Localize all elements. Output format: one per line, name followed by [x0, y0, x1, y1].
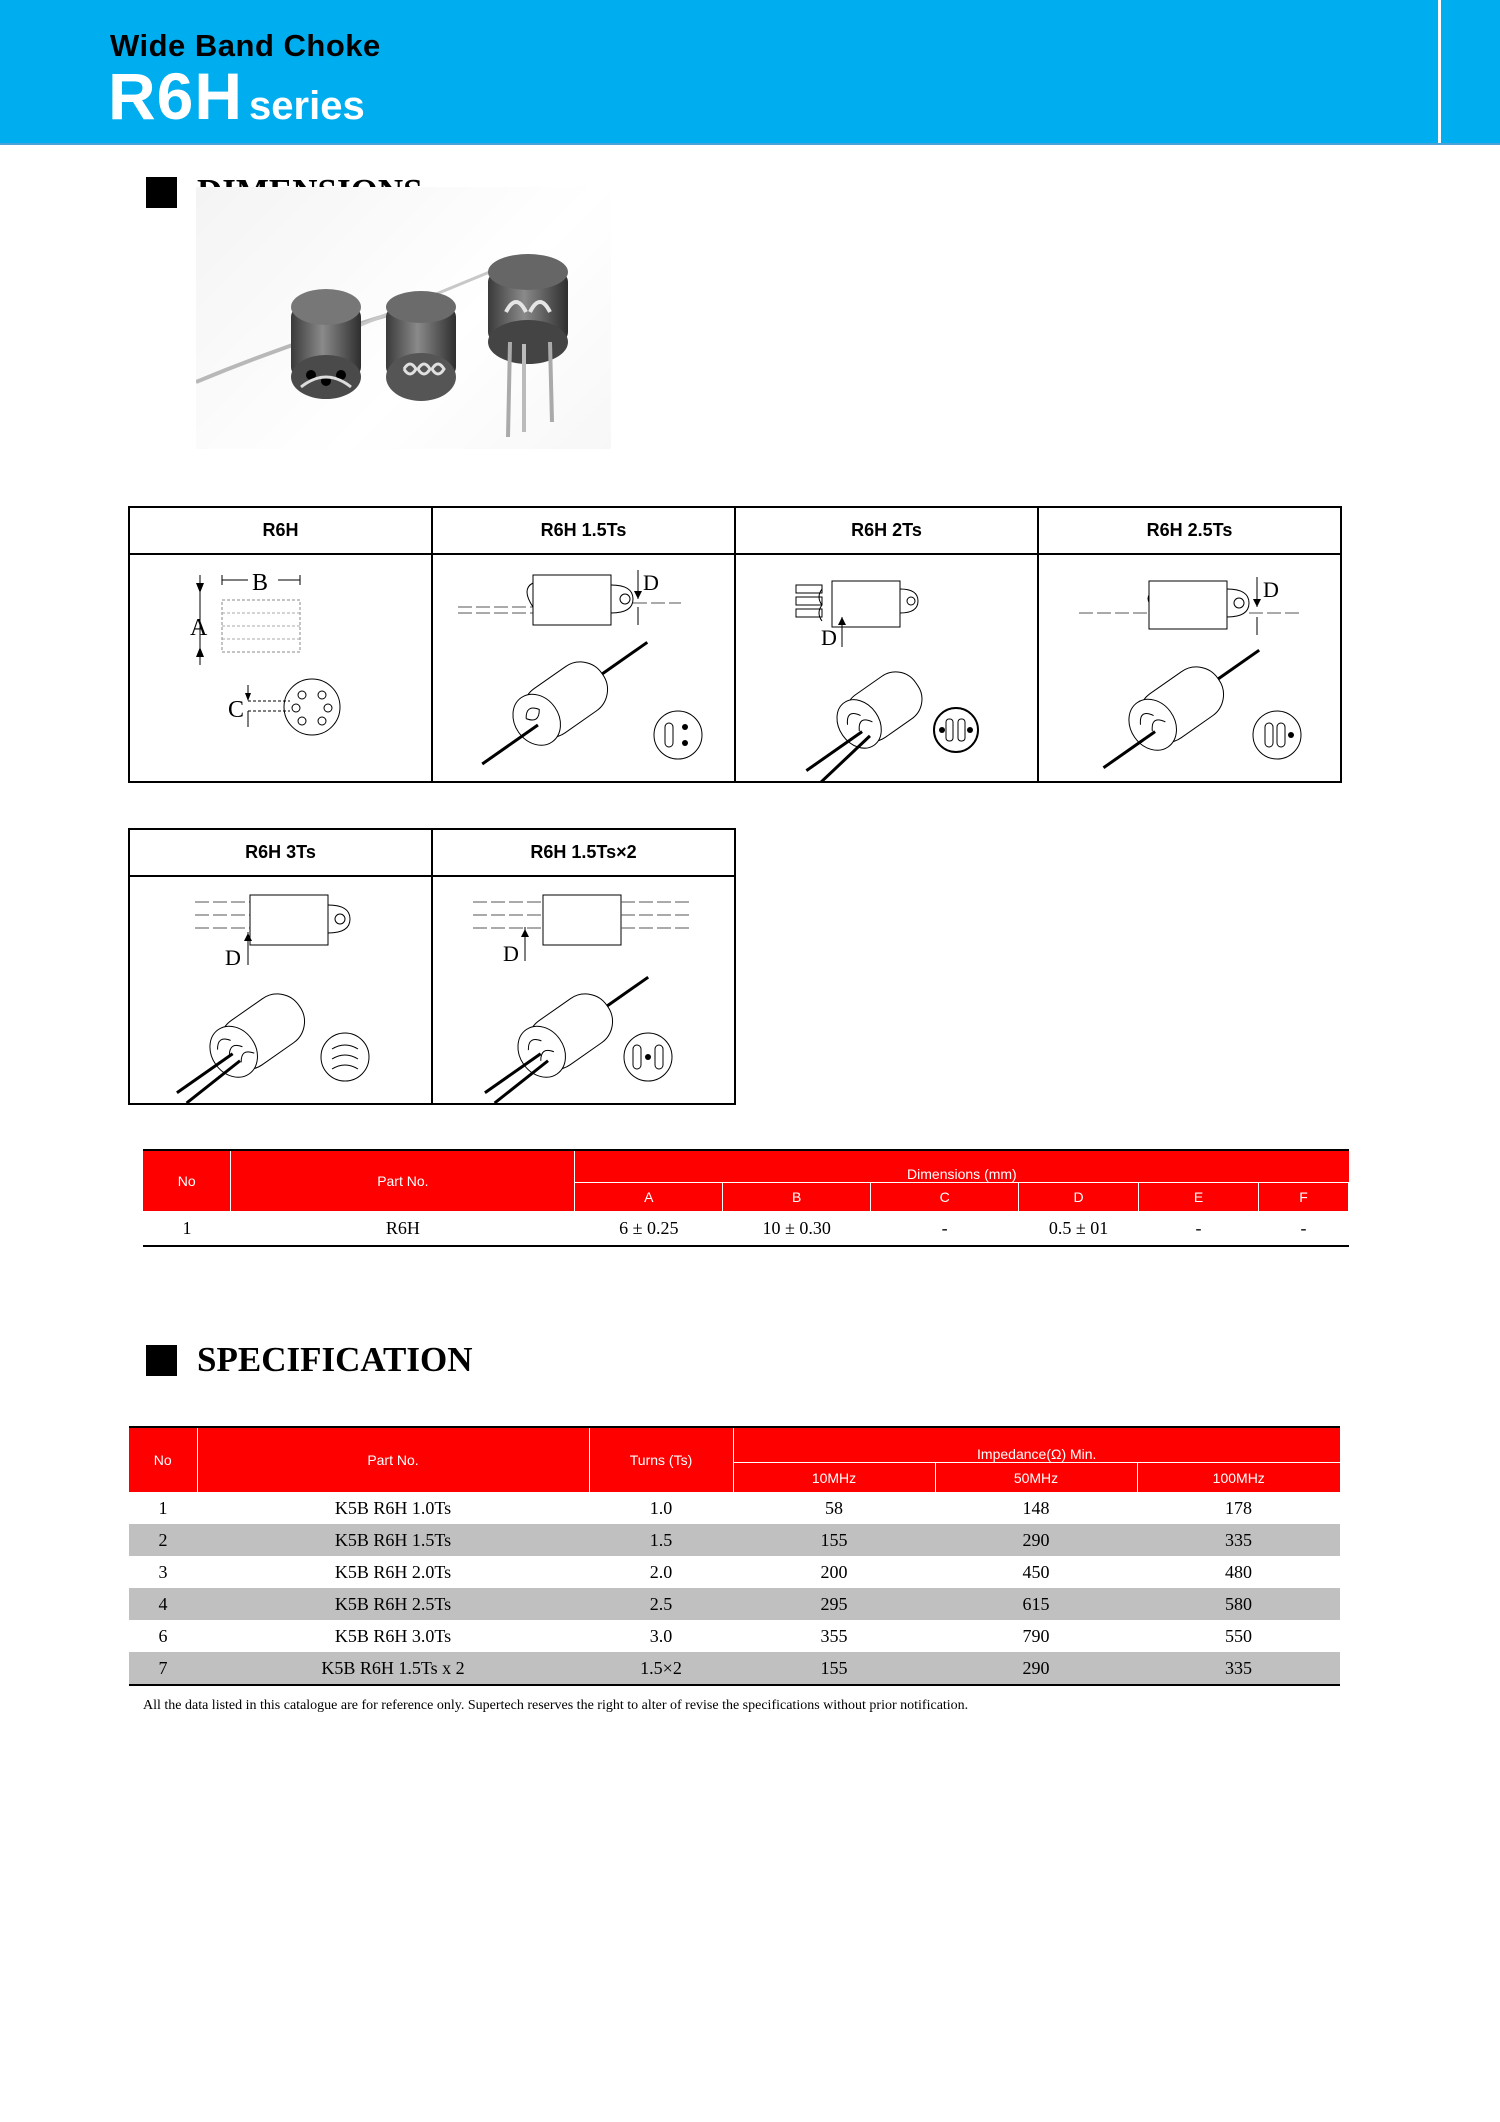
cell-100mhz: 480: [1225, 1561, 1252, 1582]
cell-part: K5B R6H 2.0Ts: [334, 1561, 452, 1582]
col-header-10mhz: 10MHz: [733, 1463, 935, 1493]
cell-50mhz: 290: [935, 1652, 1137, 1685]
specification-heading: [146, 1340, 473, 1380]
cell-50mhz: 148: [1022, 1497, 1050, 1518]
col-header-part-no: Part No.: [231, 1150, 575, 1211]
product-photo: [196, 187, 611, 449]
col-header-no: No: [129, 1427, 197, 1492]
diagram-r6h-2.5ts: [1038, 554, 1341, 782]
specification-heading-label: SPECIFICATION: [197, 1340, 473, 1379]
table-row: [129, 1652, 1340, 1685]
cell-a: 6 ± 0.25: [575, 1211, 723, 1246]
cell-100mhz: 335: [1137, 1652, 1340, 1685]
diagram-r6h: [129, 554, 432, 782]
diagram-r6h-3ts: [129, 876, 432, 1104]
diagram-r6h-1.5ts: [432, 554, 735, 782]
header-title-suffix: series: [249, 84, 365, 128]
cell-turns: 2.0: [649, 1561, 673, 1582]
callout-d: D: [225, 945, 241, 970]
diagram-label: R6H 2Ts: [735, 507, 1038, 554]
table-row: [129, 1556, 1340, 1588]
specification-table: [129, 1426, 1340, 1686]
diagram-label: R6H 1.5Ts: [432, 507, 735, 554]
callout-b: B: [252, 570, 269, 596]
cell-50mhz: 790: [1022, 1625, 1050, 1646]
cell-10mhz: 155: [733, 1652, 935, 1685]
col-header-e: E: [1139, 1182, 1259, 1211]
cell-turns: 1.0: [649, 1497, 673, 1518]
cell-100mhz: 580: [1137, 1588, 1340, 1620]
callout-d: D: [821, 625, 837, 650]
cell-50mhz: 450: [1022, 1561, 1050, 1582]
heading-square-icon: [146, 177, 177, 208]
table-row: [129, 1524, 1340, 1556]
cell-part: R6H: [231, 1211, 575, 1246]
cell-50mhz: 615: [935, 1588, 1137, 1620]
cell-no: 4: [129, 1588, 197, 1620]
cell-no: 7: [129, 1652, 197, 1685]
cell-no: 2: [129, 1524, 197, 1556]
cell-c: -: [871, 1211, 1019, 1246]
callout-a: A: [190, 615, 208, 641]
col-header-no: No: [143, 1150, 231, 1211]
cell-100mhz: 550: [1225, 1625, 1252, 1646]
cell-part: K5B R6H 1.0Ts: [334, 1497, 452, 1518]
cell-part: K5B R6H 3.0Ts: [334, 1625, 452, 1646]
cell-10mhz: 295: [733, 1588, 935, 1620]
col-header-part-no: Part No.: [197, 1427, 589, 1492]
col-header-100mhz: 100MHz: [1137, 1463, 1340, 1493]
col-header-50mhz: 50MHz: [935, 1463, 1137, 1493]
col-header-b: B: [723, 1182, 871, 1211]
header-title-main: R6H: [108, 59, 244, 133]
col-header-dimensions: Dimensions (mm): [575, 1150, 1349, 1182]
col-header-impedance: Impedance(Ω) Min.: [733, 1427, 1340, 1463]
disclaimer-note: All the data listed in this catalogue are for reference only. Supertech reserves the right to alter of revise the specifications without prior notification.: [143, 1698, 969, 1713]
header-title: [108, 58, 365, 134]
diagram-r6h-1.5tsx2: [432, 876, 735, 1104]
cell-no: 6: [158, 1625, 168, 1646]
table-row: [129, 1492, 1340, 1524]
header-banner: [0, 0, 1500, 145]
diagram-r6h-2ts: [735, 554, 1038, 782]
col-header-f: F: [1258, 1182, 1348, 1211]
table-row: [129, 1588, 1340, 1620]
cell-100mhz: 178: [1225, 1497, 1252, 1518]
cell-part: K5B R6H 2.5Ts: [197, 1588, 589, 1620]
cell-turns: 3.0: [649, 1625, 673, 1646]
diagram-grid-row1: [128, 506, 1342, 783]
diagram-grid-row2: [128, 828, 736, 1105]
diagram-label: R6H 3Ts: [129, 829, 432, 876]
cell-b: 10 ± 0.30: [723, 1211, 871, 1246]
cell-e: -: [1139, 1211, 1259, 1246]
callout-d: D: [503, 941, 519, 966]
cell-no: 1: [158, 1497, 168, 1518]
cell-10mhz: 58: [825, 1497, 843, 1518]
col-header-d: D: [1019, 1182, 1139, 1211]
cell-d: 0.5 ± 01: [1019, 1211, 1139, 1246]
table-row: [129, 1620, 1340, 1652]
table-row: [143, 1211, 1349, 1246]
cell-turns: 1.5×2: [589, 1652, 733, 1685]
cell-no: 3: [158, 1561, 168, 1582]
diagram-label: R6H 2.5Ts: [1038, 507, 1341, 554]
diagram-label: R6H 1.5Ts×2: [432, 829, 735, 876]
col-header-a: A: [575, 1182, 723, 1211]
cell-no: 1: [143, 1211, 231, 1246]
cell-10mhz: 155: [733, 1524, 935, 1556]
callout-d: D: [1263, 577, 1279, 602]
cell-turns: 1.5: [589, 1524, 733, 1556]
callout-c: C: [228, 697, 245, 723]
col-header-turns: Turns (Ts): [589, 1427, 733, 1492]
header-divider: [1438, 0, 1441, 143]
header-subtitle: Wide Band Choke: [110, 28, 381, 63]
cell-10mhz: 355: [820, 1625, 848, 1646]
dimensions-table: [143, 1149, 1349, 1247]
cell-part: K5B R6H 1.5Ts: [197, 1524, 589, 1556]
col-header-c: C: [871, 1182, 1019, 1211]
cell-50mhz: 290: [935, 1524, 1137, 1556]
cell-f: -: [1258, 1211, 1348, 1246]
cell-100mhz: 335: [1137, 1524, 1340, 1556]
heading-square-icon: [146, 1345, 177, 1376]
diagram-label: R6H: [129, 507, 432, 554]
cell-10mhz: 200: [820, 1561, 848, 1582]
cell-part: K5B R6H 1.5Ts x 2: [197, 1652, 589, 1685]
cell-turns: 2.5: [589, 1588, 733, 1620]
callout-d: D: [643, 570, 659, 595]
